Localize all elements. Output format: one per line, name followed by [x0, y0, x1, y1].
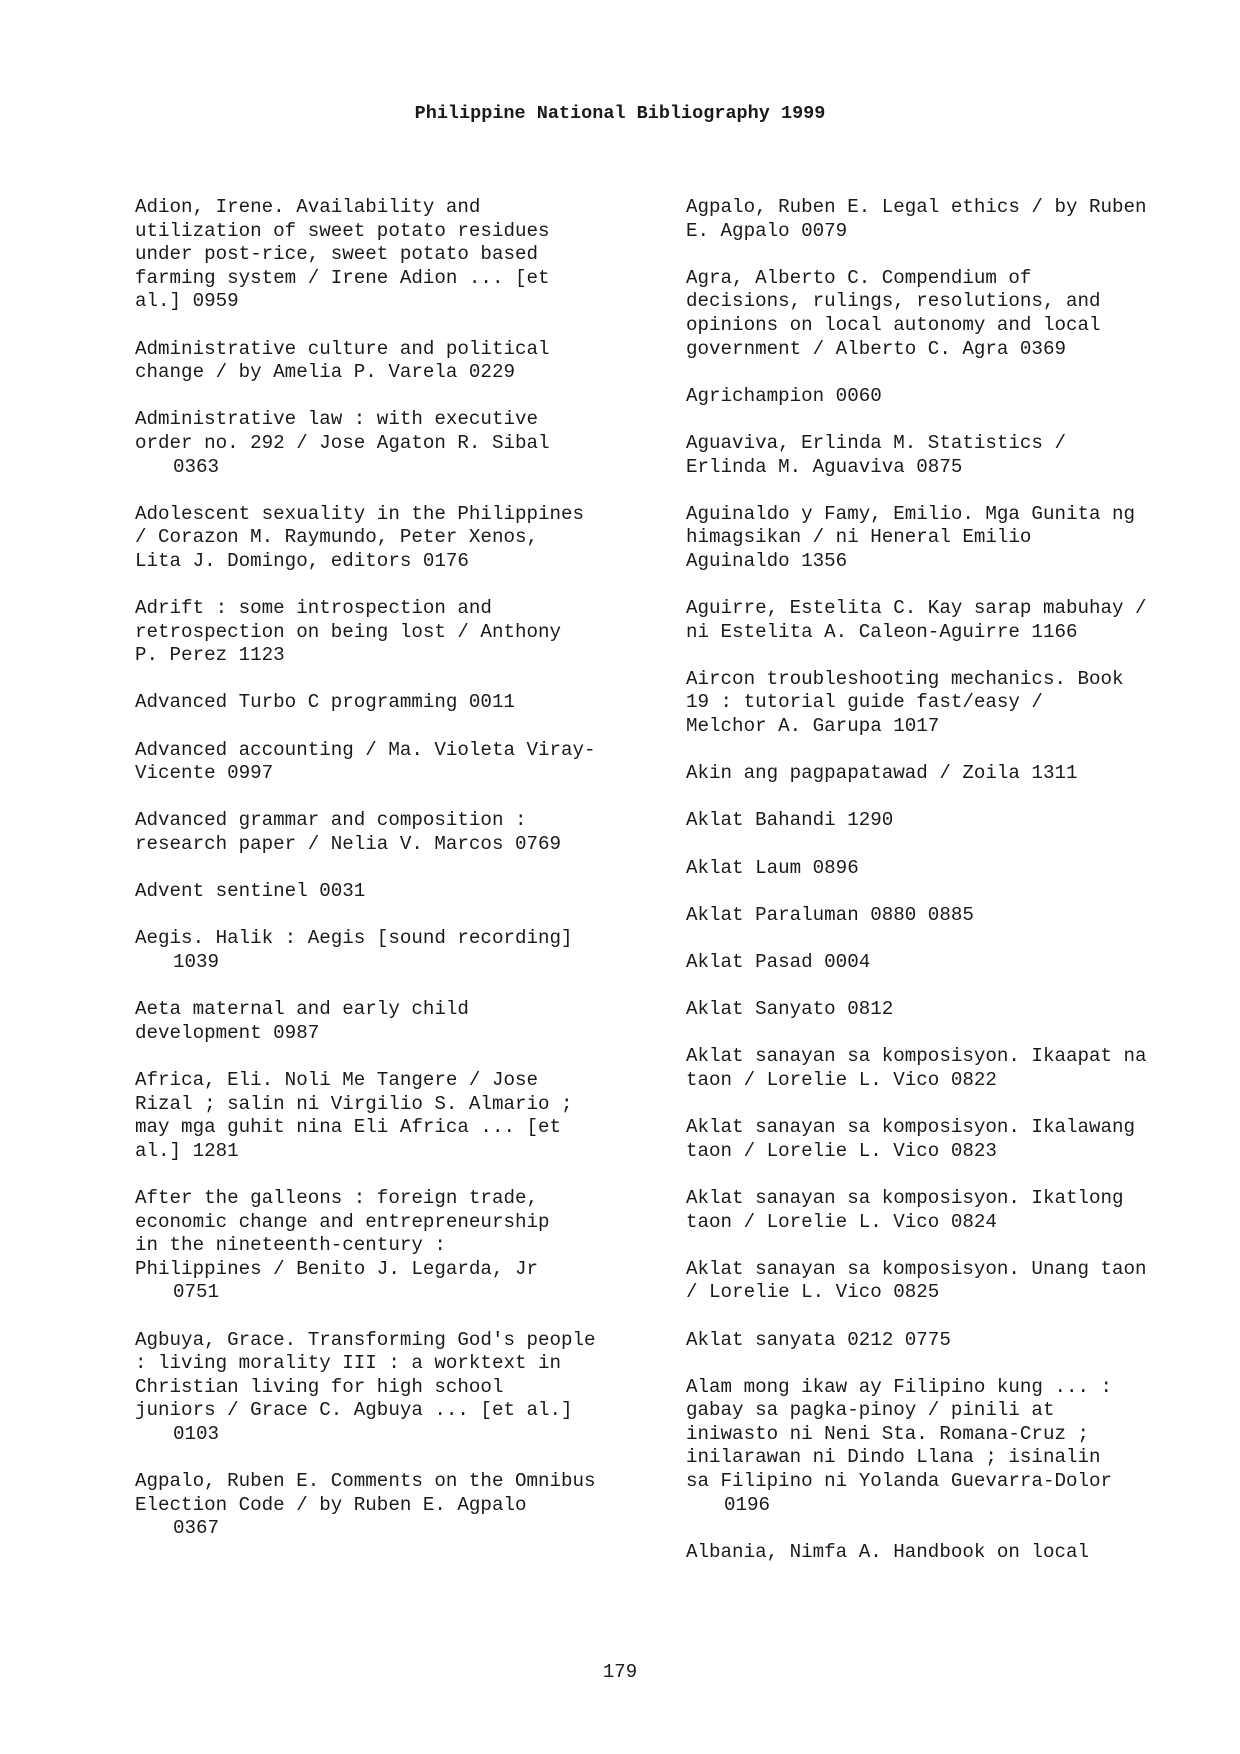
entry-line: E. Agpalo 0079 — [686, 219, 848, 242]
left-column — [135, 196, 675, 1564]
entry-line: government / Alberto C. Agra 0369 — [686, 337, 1066, 360]
entry-line: 0367 — [173, 1517, 220, 1540]
entry-line: utilization of sweet potato residues — [135, 219, 550, 242]
entry-line: gabay sa pagka-pinoy / pinili at — [686, 1399, 1055, 1422]
entry-line: Akin ang pagpapatawad / Zoila 1311 — [686, 762, 1078, 785]
entry-line: Aklat Pasad 0004 — [686, 951, 871, 973]
entry-line: Aklat sanayan sa komposisyon. Ikatlong — [686, 1186, 1124, 1209]
entry-line: taon / Lorelie L. Vico 0824 — [686, 1210, 997, 1233]
entry-line: 0103 — [173, 1422, 220, 1445]
bibliography-entry — [686, 809, 1226, 833]
entry-line: 0196 — [724, 1493, 771, 1516]
entry-line: juniors / Grace C. Agbuya ... [et al.] — [135, 1399, 573, 1422]
bibliography-entry — [686, 385, 1226, 409]
entry-line: / Corazon M. Raymundo, Peter Xenos, — [135, 526, 539, 549]
entry-line: Aklat sanayan sa komposisyon. Ikaapat na — [686, 1045, 1147, 1068]
page-number: 179 — [602, 1661, 638, 1683]
entry-line: Aklat sanayan sa komposisyon. Unang taon — [686, 1257, 1147, 1280]
bibliography-entry — [135, 809, 675, 856]
entry-line: After the galleons : foreign trade, — [135, 1186, 539, 1209]
entry-line: Aguaviva, Erlinda M. Statistics / — [686, 431, 1066, 454]
entry-line: al.] 1281 — [135, 1139, 239, 1162]
bibliography-entry — [135, 408, 675, 479]
bibliography-entry — [686, 1258, 1226, 1305]
entry-line: research paper / Nelia V. Marcos 0769 — [135, 833, 562, 856]
entry-line: Aegis. Halik : Aegis [sound recording] — [135, 927, 573, 950]
entry-line: Agra, Alberto C. Compendium of — [686, 266, 1032, 289]
bibliography-entry — [686, 857, 1226, 881]
entry-line: Aklat sanyata 0212 0775 — [686, 1328, 951, 1351]
entry-line: 1039 — [173, 951, 220, 973]
entry-line: Aklat sanayan sa komposisyon. Ikalawang — [686, 1116, 1136, 1139]
entry-line: Agpalo, Ruben E. Legal ethics / by Ruben — [686, 196, 1147, 218]
entry-line: Aklat Bahandi 1290 — [686, 809, 894, 832]
bibliography-entry — [135, 880, 675, 904]
bibliography-entry — [135, 338, 675, 385]
entry-line: taon / Lorelie L. Vico 0822 — [686, 1068, 997, 1091]
entry-line: opinions on local autonomy and local — [686, 313, 1101, 336]
entry-line: Aguirre, Estelita C. Kay sarap mabuhay / — [686, 597, 1147, 620]
entry-line: Aguinaldo y Famy, Emilio. Mga Gunita ng — [686, 502, 1136, 525]
entry-line: Vicente 0997 — [135, 762, 274, 785]
entry-line: retrospection on being lost / Anthony — [135, 620, 562, 643]
bibliography-entry — [135, 1069, 675, 1163]
bibliography-entry — [686, 1187, 1226, 1234]
bibliography-entry — [135, 1329, 675, 1447]
entry-line: Christian living for high school — [135, 1375, 504, 1398]
bibliography-entry — [686, 1541, 1226, 1565]
entry-line: Advanced accounting / Ma. Violeta Viray- — [135, 738, 596, 761]
entry-line: Aircon troubleshooting mechanics. Book — [686, 667, 1124, 690]
bibliography-entry — [686, 1116, 1226, 1163]
entry-line: Alam mong ikaw ay Filipino kung ... : — [686, 1375, 1113, 1398]
bibliography-entry — [686, 951, 1226, 975]
entry-line: under post-rice, sweet potato based — [135, 243, 539, 266]
bibliography-entry — [686, 762, 1226, 786]
entry-line: Election Code / by Ruben E. Agpalo — [135, 1493, 527, 1516]
entry-line: P. Perez 1123 — [135, 644, 285, 667]
entry-line: iniwasto ni Neni Sta. Romana-Cruz ; — [686, 1422, 1090, 1445]
bibliography-entry — [686, 503, 1226, 574]
entry-line: Africa, Eli. Noli Me Tangere / Jose — [135, 1068, 539, 1091]
bibliography-entry — [135, 739, 675, 786]
entry-line: Philippines / Benito J. Legarda, Jr — [135, 1257, 539, 1280]
bibliography-entry — [686, 1045, 1226, 1092]
bibliography-entry — [135, 1187, 675, 1305]
entry-line: Melchor A. Garupa 1017 — [686, 715, 940, 738]
entry-line: Advent sentinel 0031 — [135, 880, 366, 903]
bibliography-entry — [686, 1329, 1226, 1353]
bibliography-entry — [686, 597, 1226, 644]
bibliography-entry — [686, 1376, 1226, 1518]
bibliography-entry — [135, 597, 675, 668]
entry-line: farming system / Irene Adion ... [et — [135, 266, 550, 289]
entry-line: Aklat Sanyato 0812 — [686, 998, 894, 1021]
entry-line: sa Filipino ni Yolanda Guevarra-Dolor — [686, 1470, 1113, 1493]
bibliography-entry — [686, 998, 1226, 1022]
entry-line: al.] 0959 — [135, 290, 239, 313]
entry-line: 0751 — [173, 1281, 220, 1304]
entry-line: 0363 — [173, 455, 220, 478]
entry-line: Rizal ; salin ni Virgilio S. Almario ; — [135, 1092, 573, 1115]
bibliography-entry — [135, 196, 675, 314]
entry-line: Aklat Paraluman 0880 0885 — [686, 903, 974, 926]
entry-line: Adrift : some introspection and — [135, 597, 492, 620]
bibliography-entry — [135, 691, 675, 715]
entry-line: development 0987 — [135, 1021, 320, 1044]
page-title: Philippine National Bibliography 1999 — [414, 103, 826, 124]
entry-line: Albania, Nimfa A. Handbook on local — [686, 1540, 1090, 1563]
entry-line: Advanced grammar and composition : — [135, 809, 527, 832]
entry-line: Erlinda M. Aguaviva 0875 — [686, 455, 963, 478]
entry-line: economic change and entrepreneurship — [135, 1210, 550, 1233]
bibliography-entry — [686, 267, 1226, 361]
entry-line: Adolescent sexuality in the Philippines — [135, 502, 585, 525]
entry-line: Adion, Irene. Availability and — [135, 196, 481, 218]
bibliography-entry — [686, 432, 1226, 479]
entry-line: Aguinaldo 1356 — [686, 549, 848, 572]
bibliography-entry — [135, 503, 675, 574]
entry-line: Lita J. Domingo, editors 0176 — [135, 549, 469, 572]
entry-line: inilarawan ni Dindo Llana ; isinalin — [686, 1446, 1101, 1469]
entry-line: Aeta maternal and early child — [135, 998, 469, 1021]
right-column — [686, 196, 1226, 1588]
entry-line: / Lorelie L. Vico 0825 — [686, 1281, 940, 1304]
entry-line: ni Estelita A. Caleon-Aguirre 1166 — [686, 620, 1078, 643]
bibliography-entry — [686, 196, 1226, 243]
entry-line: Administrative culture and political — [135, 337, 550, 360]
entry-line: Agbuya, Grace. Transforming God's people — [135, 1328, 596, 1351]
entry-line: Advanced Turbo C programming 0011 — [135, 691, 515, 714]
entry-line: 19 : tutorial guide fast/easy / — [686, 691, 1043, 714]
entry-line: in the nineteenth-century : — [135, 1234, 446, 1257]
bibliography-entry — [686, 668, 1226, 739]
bibliography-entry — [135, 927, 675, 974]
entry-line: : living morality III : a worktext in — [135, 1352, 562, 1375]
entry-line: taon / Lorelie L. Vico 0823 — [686, 1139, 997, 1162]
entry-line: change / by Amelia P. Varela 0229 — [135, 361, 515, 384]
entry-line: Agpalo, Ruben E. Comments on the Omnibus — [135, 1470, 596, 1493]
entry-line: Aklat Laum 0896 — [686, 856, 859, 879]
bibliography-entry — [135, 998, 675, 1045]
entry-line: Administrative law : with executive — [135, 408, 539, 431]
entry-line: Agrichampion 0060 — [686, 384, 882, 407]
bibliography-entry — [135, 1470, 675, 1541]
entry-line: order no. 292 / Jose Agaton R. Sibal — [135, 431, 550, 454]
entry-line: may mga guhit nina Eli Africa ... [et — [135, 1116, 562, 1139]
entry-line: decisions, rulings, resolutions, and — [686, 290, 1101, 313]
bibliography-entry — [686, 904, 1226, 928]
entry-line: himagsikan / ni Heneral Emilio — [686, 526, 1032, 549]
